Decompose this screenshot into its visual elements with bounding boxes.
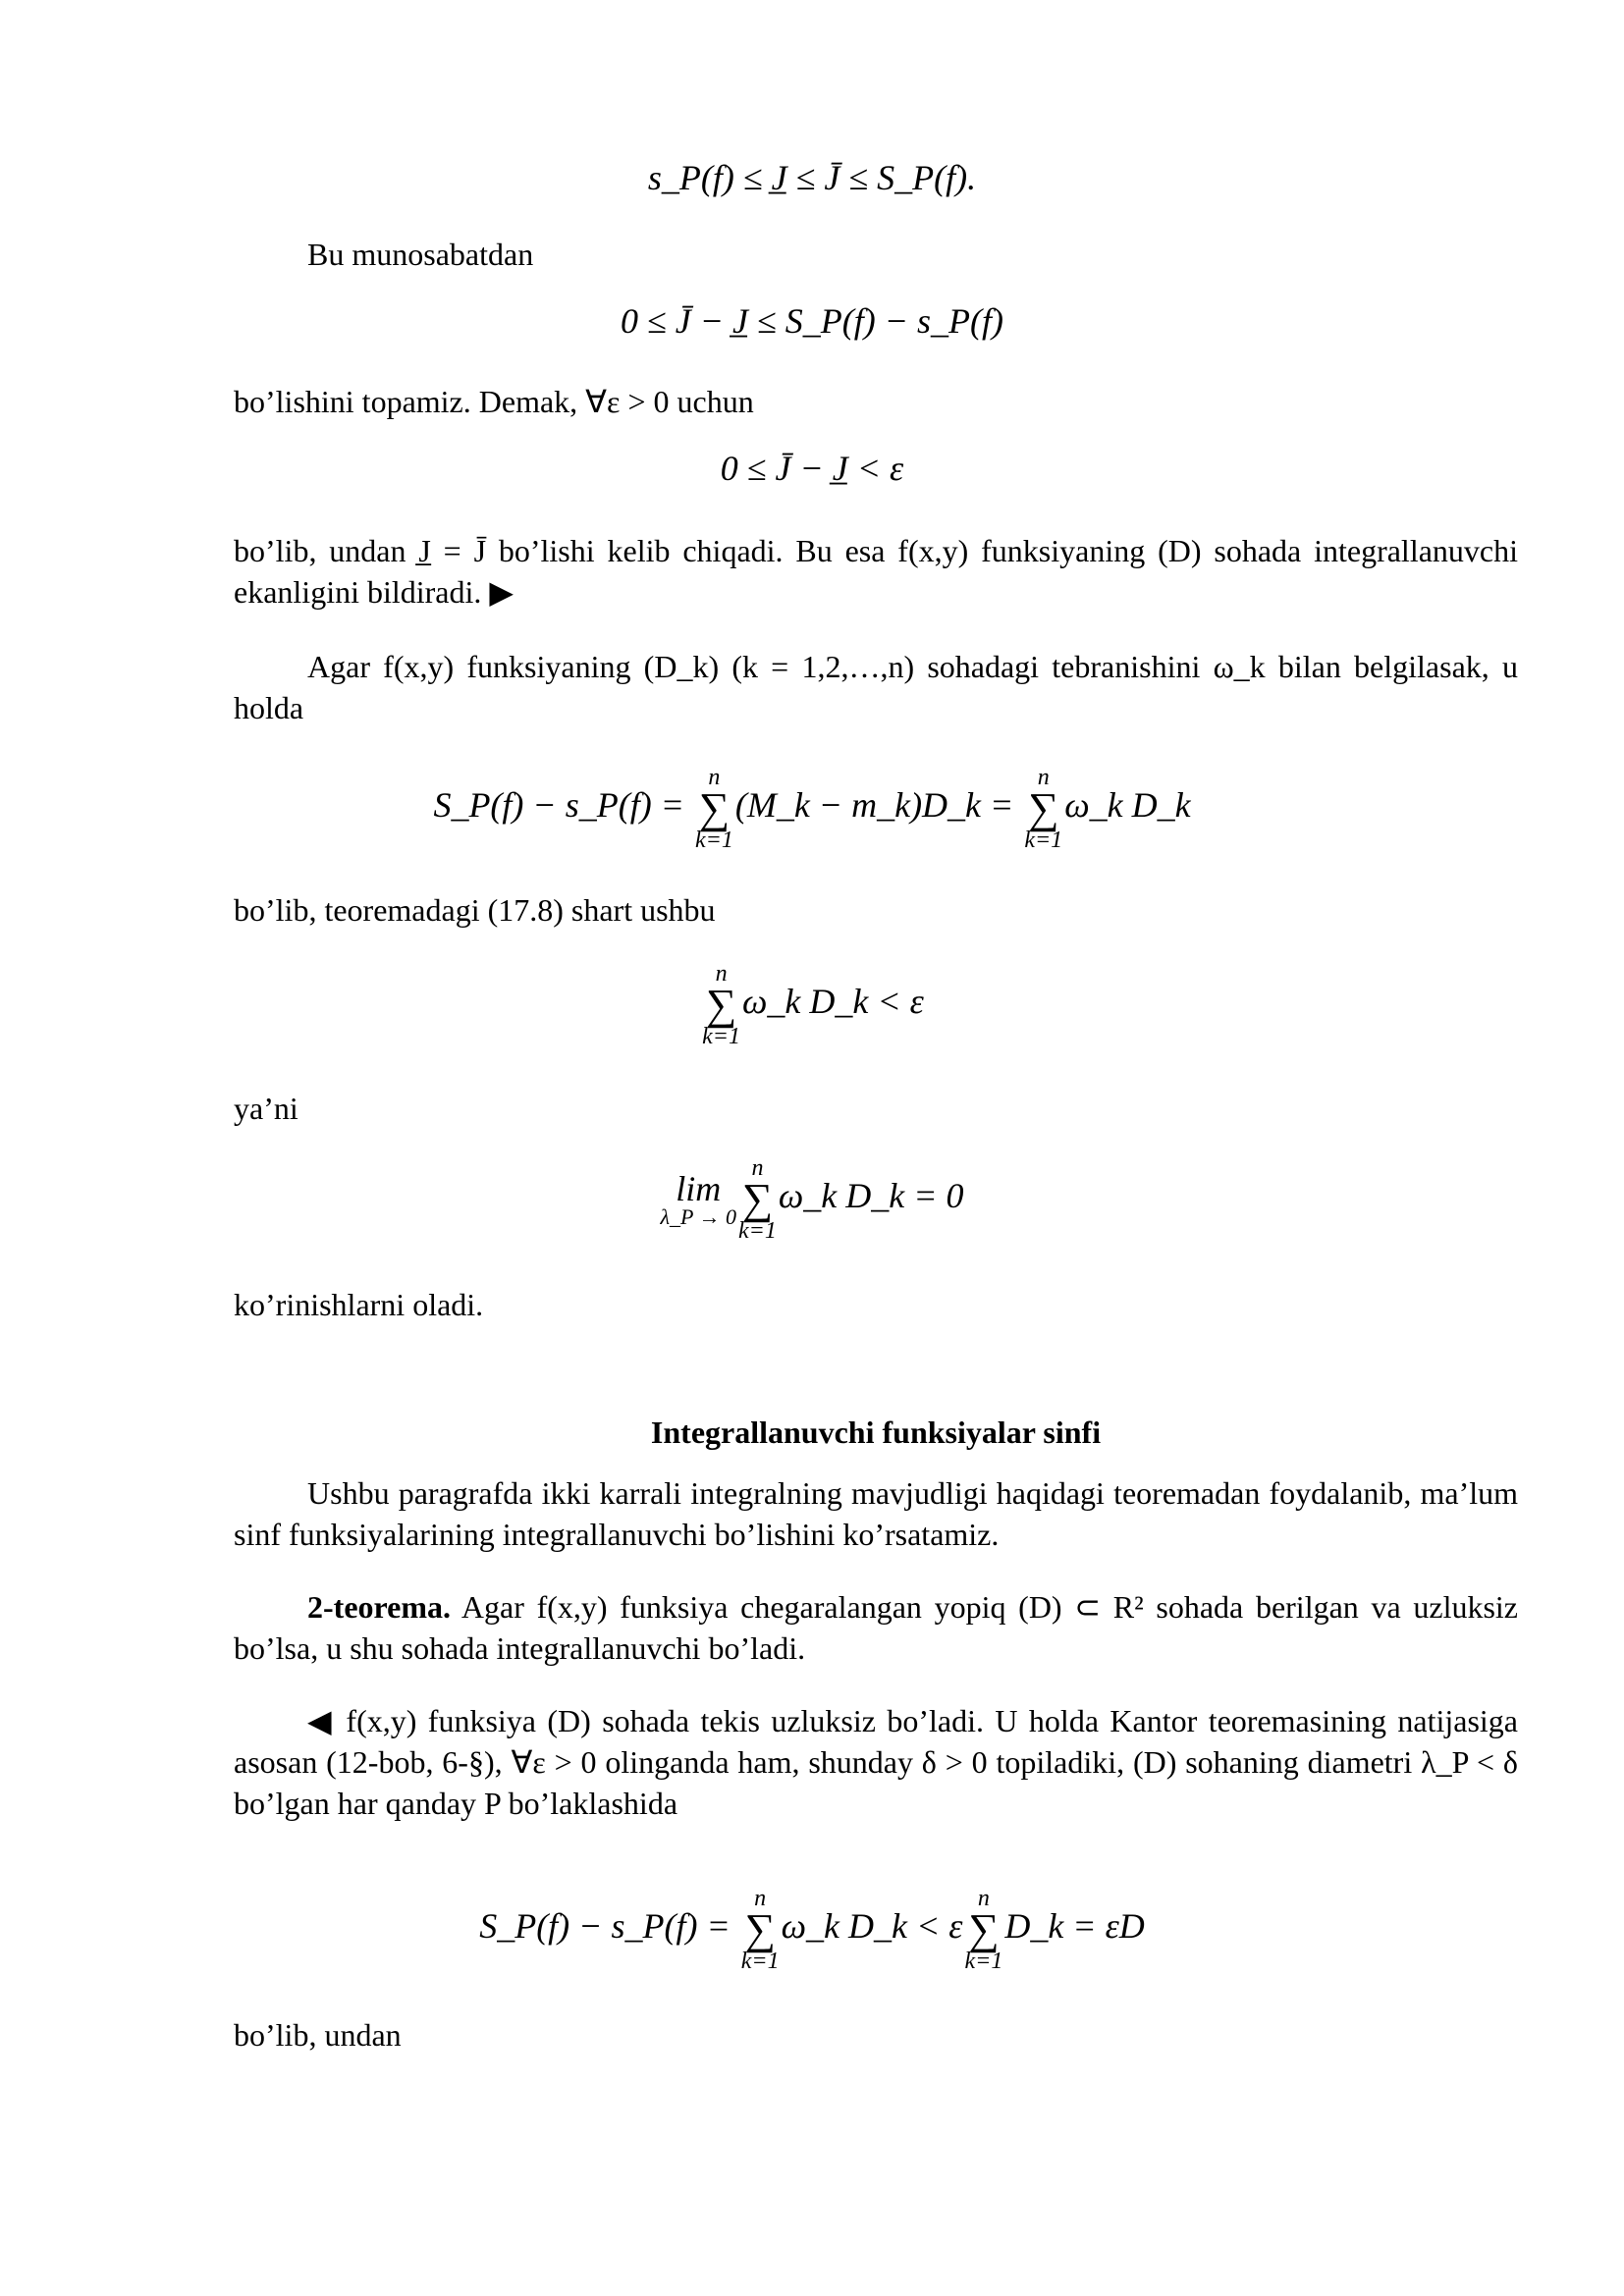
formula-oscillation-sum [0,766,1624,852]
sum-upper-limit: n [977,1886,990,1911]
sum-symbol: n ∑ k=1 [702,961,740,1049]
limit-word: lim [676,1168,722,1208]
sum-symbol: n ∑ k=1 [694,765,733,853]
formula-part: D_k = εD [1004,1906,1145,1947]
paragraph-korinishlar: ko’rinishlarni oladi. [234,1287,484,1322]
formula-part: ω_k D_k < ε [742,982,924,1022]
formula-part: (M_k − m_k)D_k = [734,785,1023,826]
formula-part: S_P(f) − s_P(f) = [479,1906,739,1947]
sum-symbol: n ∑ k=1 [964,1886,1003,1974]
paragraph-shart-ushbu: bo’lib, teoremadagi (17.8) shart ushbu [234,892,716,928]
sum-upper-limit: n [708,765,721,790]
formula-final-estimate [0,1887,1624,1973]
paragraph-topamiz: bo’lishini topamiz. Demak, ∀ε > 0 uchun [234,384,754,419]
formula-epsilon-bound: 0 ≤ J̄ − J̲ < ε [720,449,904,488]
formula-limit-sum [0,1156,1624,1243]
paragraph-ushbu-paragrafda: Ushbu paragrafda ikki karrali integralning mavjudligi haqidagi teoremadan foydalanib, ma’lum sinf funksiyalarining integrallanuvchi bo’lishini ko’rsatamiz. [234,1475,1518,1552]
section-heading: Integrallanuvchi funksiyalar sinfi [650,1415,1102,1450]
paragraph-bu-munosabatdan: Bu munosabatdan [307,237,534,272]
sum-symbol: n ∑ k=1 [738,1155,777,1244]
paragraph-yani: ya’ni [234,1091,298,1126]
paragraph-proof: ◀ f(x,y) funksiya (D) sohada tekis uzluksiz bo’ladi. U holda Kantor teoremasining natijasiga asosan (12-bob, 6-§), ∀ε > 0 olinganda ham, shunday δ > 0 topiladiki, (D) sohaning diametri λ_P < δ bo’lgan har qanday P bo’laklashida [234,1703,1518,1821]
sum-lower-limit: k=1 [694,827,733,853]
paragraph-theorem-2 [234,1586,1518,1669]
formula-difference-bound: 0 ≤ J̄ − J̲ ≤ S_P(f) − s_P(f) [620,301,1003,341]
paragraph-bolib-undan: bo’lib, undan [234,2017,402,2053]
sum-upper-limit: n [1037,765,1050,790]
sum-symbol: n ∑ k=1 [740,1886,780,1974]
sum-lower-limit: k=1 [1024,827,1063,853]
paragraph-integrallanuvchi-conclusion: bo’lib, undan J̲ = J̄ bo’lishi kelib chiqadi. Bu esa f(x,y) funksiyaning (D) sohada integrallanuvchi ekanligini bildiradi. ▶ [234,533,1518,610]
formula-part: ω_k D_k [1064,785,1191,826]
limit-subscript: λ_P → 0 [660,1203,737,1229]
sum-lower-limit: k=1 [964,1948,1003,1974]
formula-inequality-chain: s_P(f) ≤ J̲ ≤ J̄ ≤ S_P(f). [647,158,977,197]
paragraph-tebranish: Agar f(x,y) funksiyaning (D_k) (k = 1,2,…,n) sohadagi tebranishini ω_k bilan belgilasak, u holda [234,649,1518,725]
theorem-label: 2-teorema. [307,1589,451,1625]
sum-lower-limit: k=1 [702,1023,740,1049]
sum-symbol: n ∑ k=1 [1024,765,1063,853]
sum-lower-limit: k=1 [738,1217,777,1244]
formula-part: ω_k D_k = 0 [778,1176,964,1216]
formula-part: ω_k D_k < ε [781,1906,963,1947]
limit-operator [660,1168,737,1229]
sum-upper-limit: n [751,1155,764,1181]
formula-condition-sum [0,962,1624,1048]
theorem-statement: Agar f(x,y) funksiya chegaralangan yopiq (D) ⊂ R² sohada berilgan va uzluksiz bo’lsa, u shu sohada integrallanuvchi bo’ladi. [234,1589,1518,1666]
formula-part: S_P(f) − s_P(f) = [433,785,693,826]
sum-lower-limit: k=1 [740,1948,780,1974]
sum-upper-limit: n [715,961,728,987]
sum-upper-limit: n [754,1886,767,1911]
